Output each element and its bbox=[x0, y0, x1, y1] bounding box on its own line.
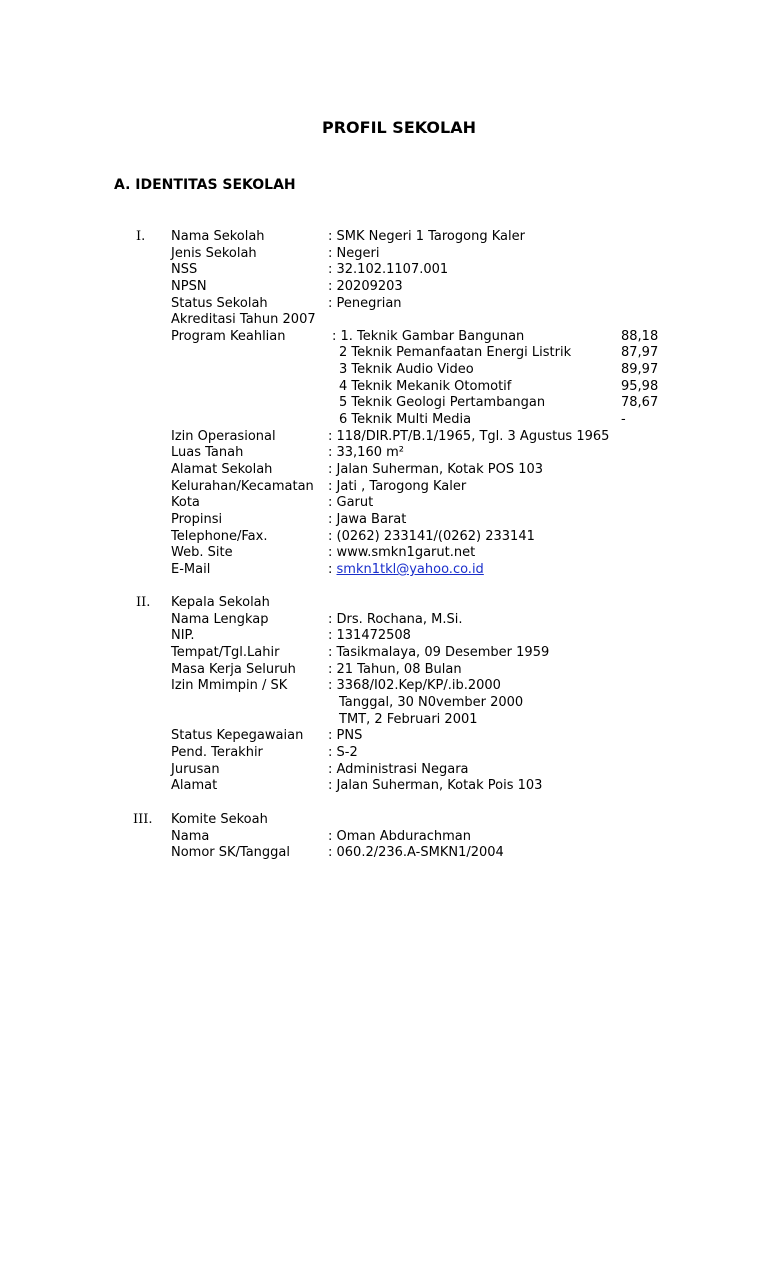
field-value: : 118/DIR.PT/B.1/1965, Tgl. 3 Agustus 1965 bbox=[328, 429, 610, 444]
field-label: Izin Mmimpin / SK bbox=[171, 678, 288, 693]
page-title: PROFIL SEKOLAH bbox=[322, 118, 476, 137]
field-value: : Garut bbox=[328, 495, 374, 510]
subsection-title: Kepala Sekolah bbox=[171, 595, 270, 610]
field-label: E-Mail bbox=[171, 562, 211, 577]
field-label: Status Kepegawaian bbox=[171, 728, 304, 743]
field-value: : SMK Negeri 1 Tarogong Kaler bbox=[328, 229, 525, 244]
field-label: NPSN bbox=[171, 279, 207, 294]
field-label: Jurusan bbox=[171, 762, 220, 777]
program-score: 87,97 bbox=[621, 345, 659, 360]
field-value: : Jawa Barat bbox=[328, 512, 407, 527]
numeral-ii: II. bbox=[136, 595, 151, 610]
field-value: : Jalan Suherman, Kotak Pois 103 bbox=[328, 778, 543, 793]
field-value: : www.smkn1garut.net bbox=[328, 545, 476, 560]
field-value: : Administrasi Negara bbox=[328, 762, 469, 777]
numeral-i: I. bbox=[136, 229, 146, 244]
field-value: : Jalan Suherman, Kotak POS 103 bbox=[328, 462, 544, 477]
program-score: - bbox=[621, 412, 626, 427]
section-heading-identitas: A. IDENTITAS SEKOLAH bbox=[114, 177, 296, 193]
field-label: Kota bbox=[171, 495, 200, 510]
program-score: 88,18 bbox=[621, 329, 659, 344]
field-label: Tempat/Tgl.Lahir bbox=[171, 645, 280, 660]
field-label: Jenis Sekolah bbox=[171, 246, 257, 261]
field-value bbox=[328, 561, 484, 578]
field-value: : 21 Tahun, 08 Bulan bbox=[328, 662, 462, 677]
email-link[interactable]: smkn1tkl@yahoo.co.id bbox=[336, 562, 484, 577]
field-label: Telephone/Fax. bbox=[171, 529, 268, 544]
field-value: : Drs. Rochana, M.Si. bbox=[328, 612, 463, 627]
field-value: : S-2 bbox=[328, 745, 358, 760]
field-value: : (0262) 233141/(0262) 233141 bbox=[328, 529, 535, 544]
field-value: : 20209203 bbox=[328, 279, 403, 294]
subsection-title: Komite Sekoah bbox=[171, 812, 268, 827]
field-value: : Tasikmalaya, 09 Desember 1959 bbox=[328, 645, 550, 660]
field-label: Nama bbox=[171, 829, 210, 844]
field-value: TMT, 2 Februari 2001 bbox=[339, 712, 478, 727]
field-value: : 131472508 bbox=[328, 628, 411, 643]
field-value: : Penegrian bbox=[328, 296, 402, 311]
field-label: Status Sekolah bbox=[171, 296, 268, 311]
program-score: 89,97 bbox=[621, 362, 659, 377]
field-value: : Negeri bbox=[328, 246, 380, 261]
field-label: Pend. Terakhir bbox=[171, 745, 263, 760]
field-label: NSS bbox=[171, 262, 198, 277]
field-label: Web. Site bbox=[171, 545, 233, 560]
numeral-iii: III. bbox=[133, 812, 153, 827]
field-label: Nama Sekolah bbox=[171, 229, 265, 244]
field-value: : 3368/I02.Kep/KP/.ib.2000 bbox=[328, 678, 501, 693]
program-score: 95,98 bbox=[621, 379, 659, 394]
field-value: : Oman Abdurachman bbox=[328, 829, 471, 844]
field-label: Akreditasi Tahun 2007 bbox=[171, 312, 316, 327]
field-value: : 32.102.1107.001 bbox=[328, 262, 449, 277]
field-label: Nomor SK/Tanggal bbox=[171, 845, 291, 860]
field-label: Luas Tanah bbox=[171, 445, 244, 460]
field-label: Masa Kerja Seluruh bbox=[171, 662, 296, 677]
field-label: Izin Operasional bbox=[171, 429, 276, 444]
field-label: Nama Lengkap bbox=[171, 612, 269, 627]
field-value: Tanggal, 30 N0vember 2000 bbox=[339, 695, 524, 710]
program-name: 5 Teknik Geologi Pertambangan bbox=[339, 395, 546, 410]
field-value: : PNS bbox=[328, 728, 363, 743]
program-name: 3 Teknik Audio Video bbox=[339, 362, 474, 377]
field-label: Alamat Sekolah bbox=[171, 462, 273, 477]
field-value: : Jati , Tarogong Kaler bbox=[328, 479, 467, 494]
field-label: Alamat bbox=[171, 778, 218, 793]
program-label: Program Keahlian bbox=[171, 329, 286, 344]
program-score: 78,67 bbox=[621, 395, 659, 410]
field-value: : 33,160 m² bbox=[328, 445, 405, 460]
email-colon: : bbox=[328, 562, 337, 577]
field-label: Kelurahan/Kecamatan bbox=[171, 479, 314, 494]
field-label: Propinsi bbox=[171, 512, 223, 527]
program-name: 2 Teknik Pemanfaatan Energi Listrik bbox=[339, 345, 572, 360]
program-name: : 1. Teknik Gambar Bangunan bbox=[332, 329, 525, 344]
field-label: NIP. bbox=[171, 628, 195, 643]
field-value: : 060.2/236.A-SMKN1/2004 bbox=[328, 845, 504, 860]
program-name: 4 Teknik Mekanik Otomotif bbox=[339, 379, 512, 394]
program-name: 6 Teknik Multi Media bbox=[339, 412, 472, 427]
